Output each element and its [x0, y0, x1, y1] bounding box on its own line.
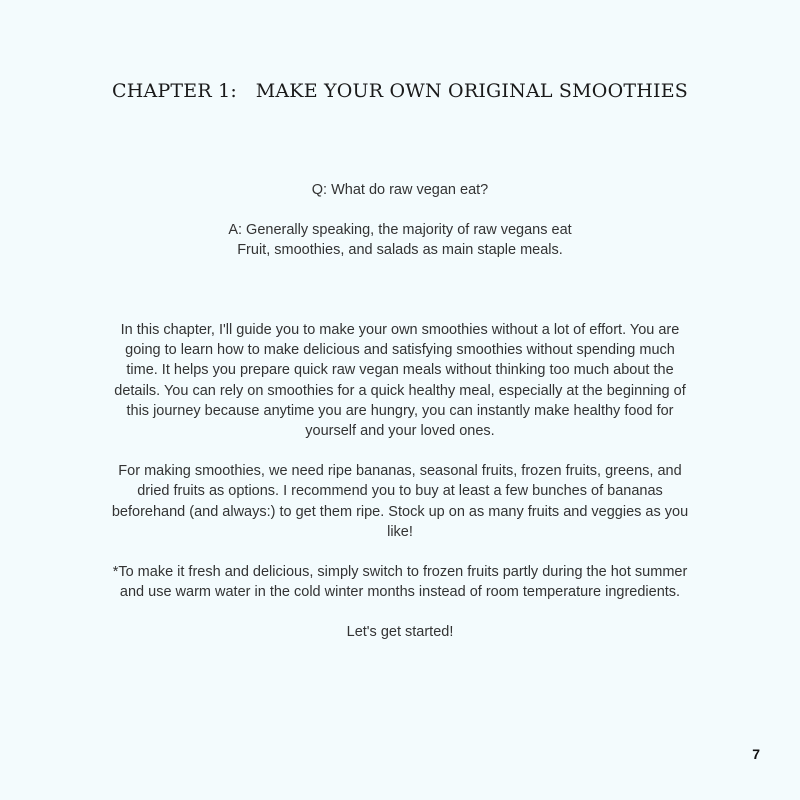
qa-block [0, 180, 800, 260]
chapter-title: CHAPTER 1: MAKE YOUR OWN ORIGINAL SMOOTHIES [112, 80, 688, 102]
paragraph-tip: *To make it fresh and delicious, simply switch to frozen fruits partly during the hot summer and use warm water in the cold winter months instead of room temperature ingredients. [112, 564, 688, 601]
body-text [110, 320, 690, 663]
paragraph-closing: Let's get started! [346, 624, 454, 641]
answer-line-1: A: Generally speaking, the majority of raw vegans eat [228, 222, 572, 238]
page-number: 7 [752, 746, 760, 762]
answer-line-2: Fruit, smoothies, and salads as main staple meals. [237, 242, 563, 258]
question-text: Q: What do raw vegan eat? [311, 182, 489, 198]
paragraph-intro: In this chapter, I'll guide you to make your own smoothies without a lot of effort. You are going to learn how to make delicious and satisfying smoothies without spending much time. It helps you prepare quick raw vegan meals without thinking too much about the details. You can rely on smoothies for a quick healthy meal, especially at the beginning of this journey because anytime you are hungry, you can instantly make healthy food for yourself and your loved ones. [114, 322, 686, 440]
paragraph-ingredients: For making smoothies, we need ripe bananas, seasonal fruits, frozen fruits, greens, and dried fruits as options. I recommend you to buy at least a few bunches of bananas beforehand (and always:) to get them ripe. Stock up on as many fruits and veggies as you like! [111, 463, 689, 540]
